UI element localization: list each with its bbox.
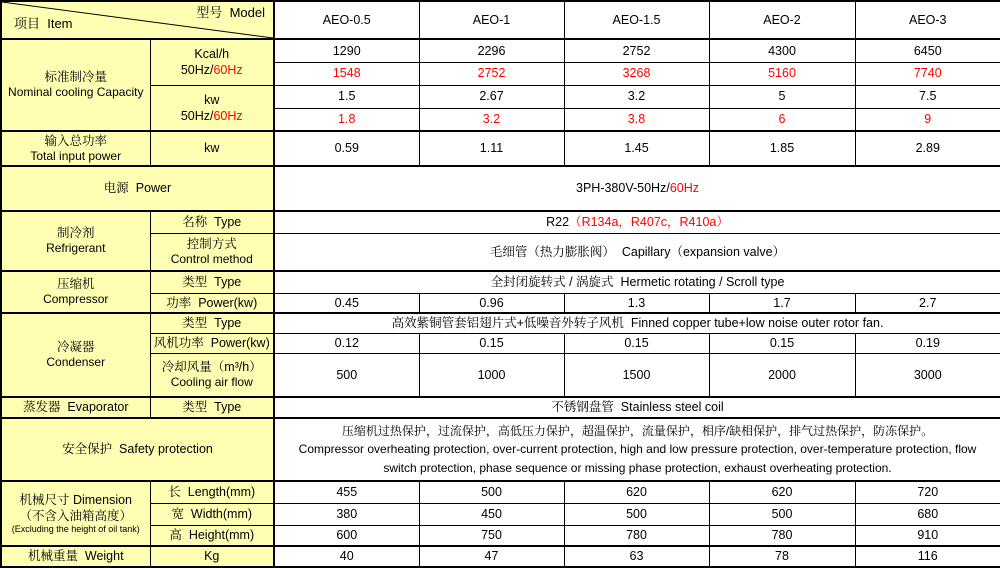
height-value: 780 (709, 525, 855, 546)
length-value: 455 (274, 481, 419, 503)
row-condenser-type (1, 313, 1000, 333)
row-label-weight: 机械重量 Weight (1, 546, 150, 567)
kcal-50hz-value: 1290 (274, 39, 419, 62)
row-label-condenser (1, 313, 150, 397)
sub-label-compressor-power: 功率 Power(kw) (150, 293, 274, 313)
label-en: Total input power (30, 148, 122, 163)
kw-60hz-value: 3.2 (419, 108, 564, 131)
air-flow-value: 1500 (564, 353, 709, 397)
sub-label-width: 宽 Width(mm) (150, 503, 274, 525)
sub-label-condenser-type: 类型 Type (150, 313, 274, 333)
row-power-supply (1, 166, 1000, 211)
label-en: Cooling air flow (170, 375, 253, 390)
fan-power-value: 0.15 (709, 333, 855, 353)
compressor-type-value: 全封闭旋转式 / 涡旋式 Hermetic rotating / Scroll type (274, 271, 1000, 293)
input-power-value: 0.59 (274, 131, 419, 166)
label-en-small: (Excluding the height of oil tank) (11, 524, 140, 535)
sub-label-compressor-type: 类型 Type (150, 271, 274, 293)
safety-text-en: Compressor overheating protection, over-current protection, high and low pressure protection, over-temperature protection, flow switch protection, phase sequence or missing phase protection, exhaust overheating protection. (298, 442, 977, 475)
corner-item-label: 项目 Item (14, 16, 73, 32)
label-zh: 压缩机 (56, 277, 95, 292)
sub-label-control-method (150, 233, 274, 271)
width-value: 380 (274, 503, 419, 525)
row-label-cooling-capacity (1, 39, 150, 131)
label-zh: 机械尺寸 Dimension (19, 492, 133, 507)
model-header-cell: AEO-1 (419, 1, 564, 39)
fan-power-value: 0.12 (274, 333, 419, 353)
kw-50hz-value: 5 (709, 85, 855, 108)
input-power-value: 1.45 (564, 131, 709, 166)
kw-50hz-value: 7.5 (855, 85, 1000, 108)
sub-label-unit-kw: kw (150, 131, 274, 166)
safety-text-zh: 压缩机过热保护，过流保护，高低压力保护，超温保护，流量保护，相序/缺相保护，排气过热保护，防冻保护。 (341, 423, 934, 438)
evaporator-type-value: 不锈钢盘管 Stainless steel coil (274, 397, 1000, 418)
kcal-50hz-value: 2296 (419, 39, 564, 62)
kw-60hz-value: 9 (855, 108, 1000, 131)
freq-50hz: 50Hz/ (180, 108, 214, 123)
control-method-value: 毛细管（热力膨胀阀） Capillary（expansion valve） (274, 233, 1000, 271)
label-zh: 输入总功率 (44, 133, 107, 148)
freq-50hz: 50Hz/ (180, 63, 214, 78)
sub-label-kw (150, 85, 274, 131)
freq-60hz: 60Hz (213, 108, 243, 123)
kcal-60hz-value: 5160 (709, 62, 855, 85)
freq-60hz: 60Hz (213, 63, 243, 78)
power-supply-value (274, 166, 1000, 211)
row-kcal-50hz (1, 39, 1000, 62)
air-flow-value: 500 (274, 353, 419, 397)
kcal-50hz-value: 4300 (709, 39, 855, 62)
label-en: Control method (170, 252, 253, 267)
row-compressor-power (1, 293, 1000, 313)
label-zh2: （不含入油箱高度） (19, 509, 132, 524)
row-control-method (1, 233, 1000, 271)
condenser-type-value: 高效紫铜管套铝翅片式+低噪音外转子风机 Finned copper tube+low noise outer rotor fan. (274, 313, 1000, 333)
row-cooling-air-flow (1, 353, 1000, 397)
row-fan-power (1, 333, 1000, 353)
sub-label-weight-unit: Kg (150, 546, 274, 567)
refrigerant-alternatives: （R134a，R407c，R410a） (569, 215, 729, 230)
row-safety-protection (1, 418, 1000, 481)
safety-protection-value (274, 418, 1000, 481)
row-weight (1, 546, 1000, 567)
kw-50hz-value: 1.5 (274, 85, 419, 108)
row-evaporator (1, 397, 1000, 418)
air-flow-value: 2000 (709, 353, 855, 397)
refrigerant-r22: R22 (546, 215, 570, 230)
row-compressor-type (1, 271, 1000, 293)
length-value: 500 (419, 481, 564, 503)
fan-power-value: 0.15 (564, 333, 709, 353)
unit-label: Kcal/h (194, 47, 230, 61)
length-value: 620 (709, 481, 855, 503)
row-label-dimension (1, 481, 150, 546)
freq-label (153, 108, 272, 124)
sub-label-length: 长 Length(mm) (150, 481, 274, 503)
input-power-value: 2.89 (855, 131, 1000, 166)
compressor-power-value: 0.45 (274, 293, 419, 313)
weight-value: 63 (564, 546, 709, 567)
weight-value: 47 (419, 546, 564, 567)
row-height (1, 525, 1000, 546)
model-header-cell: AEO-1.5 (564, 1, 709, 39)
fan-power-value: 0.15 (419, 333, 564, 353)
corner-cell (1, 1, 274, 39)
height-value: 600 (274, 525, 419, 546)
label-zh: 冷凝器 (56, 340, 95, 355)
height-value: 910 (855, 525, 1000, 546)
corner-model-label: 型号 Model (196, 5, 265, 20)
row-refrigerant-name (1, 211, 1000, 233)
kw-60hz-value: 6 (709, 108, 855, 131)
width-value: 500 (709, 503, 855, 525)
row-label-compressor (1, 271, 150, 313)
kcal-60hz-value: 3268 (564, 62, 709, 85)
model-header-cell: AEO-3 (855, 1, 1000, 39)
kw-60hz-value: 3.8 (564, 108, 709, 131)
row-length (1, 481, 1000, 503)
row-label-safety-protection: 安全保护 Safety protection (1, 418, 274, 481)
row-kw-50hz (1, 85, 1000, 108)
width-value: 450 (419, 503, 564, 525)
kcal-50hz-value: 2752 (564, 39, 709, 62)
power-value-red: 60Hz (669, 181, 699, 196)
label-en: Condenser (46, 355, 106, 370)
row-label-evaporator: 蒸发器 Evaporator (1, 397, 150, 418)
height-value: 780 (564, 525, 709, 546)
model-header-cell: AEO-0.5 (274, 1, 419, 39)
width-value: 680 (855, 503, 1000, 525)
air-flow-value: 3000 (855, 353, 1000, 397)
length-value: 720 (855, 481, 1000, 503)
freq-label (153, 62, 272, 78)
model-header-cell: AEO-2 (709, 1, 855, 39)
sub-label-cooling-air-flow (150, 353, 274, 397)
kw-60hz-value: 1.8 (274, 108, 419, 131)
sub-label-kcal (150, 39, 274, 85)
sub-label-height: 高 Height(mm) (150, 525, 274, 546)
weight-value: 116 (855, 546, 1000, 567)
kcal-50hz-value: 6450 (855, 39, 1000, 62)
kcal-60hz-value: 7740 (855, 62, 1000, 85)
sub-label-evaporator-type: 类型 Type (150, 397, 274, 418)
label-en: Refrigerant (46, 241, 106, 256)
input-power-value: 1.11 (419, 131, 564, 166)
weight-value: 78 (709, 546, 855, 567)
input-power-value: 1.85 (709, 131, 855, 166)
sub-label-name-type: 名称 Type (150, 211, 274, 233)
label-zh: 制冷剂 (56, 226, 95, 241)
label-zh: 标准制冷量 (44, 70, 107, 85)
weight-value: 40 (274, 546, 419, 567)
compressor-power-value: 1.3 (564, 293, 709, 313)
label-zh: 冷却风量（m³/h） (161, 359, 262, 374)
compressor-power-value: 0.96 (419, 293, 564, 313)
label-en: Nominal cooling Capacity (8, 85, 144, 100)
kcal-60hz-value: 1548 (274, 62, 419, 85)
row-label-power: 电源 Power (1, 166, 274, 211)
kcal-60hz-value: 2752 (419, 62, 564, 85)
row-label-refrigerant (1, 211, 150, 271)
header-row (1, 1, 1000, 39)
label-zh: 控制方式 (186, 236, 237, 251)
width-value: 500 (564, 503, 709, 525)
fan-power-value: 0.19 (855, 333, 1000, 353)
row-total-input-power (1, 131, 1000, 166)
refrigerant-name-value (274, 211, 1000, 233)
kw-50hz-value: 3.2 (564, 85, 709, 108)
row-label-total-input-power (1, 131, 150, 166)
unit-label: kw (204, 92, 220, 107)
power-value-black: 3PH-380V-50Hz/ (576, 181, 670, 196)
kw-50hz-value: 2.67 (419, 85, 564, 108)
sub-label-fan-power: 风机功率 Power(kw) (150, 333, 274, 353)
length-value: 620 (564, 481, 709, 503)
compressor-power-value: 1.7 (709, 293, 855, 313)
label-en: Compressor (43, 292, 109, 307)
height-value: 750 (419, 525, 564, 546)
row-width (1, 503, 1000, 525)
compressor-power-value: 2.7 (855, 293, 1000, 313)
air-flow-value: 1000 (419, 353, 564, 397)
